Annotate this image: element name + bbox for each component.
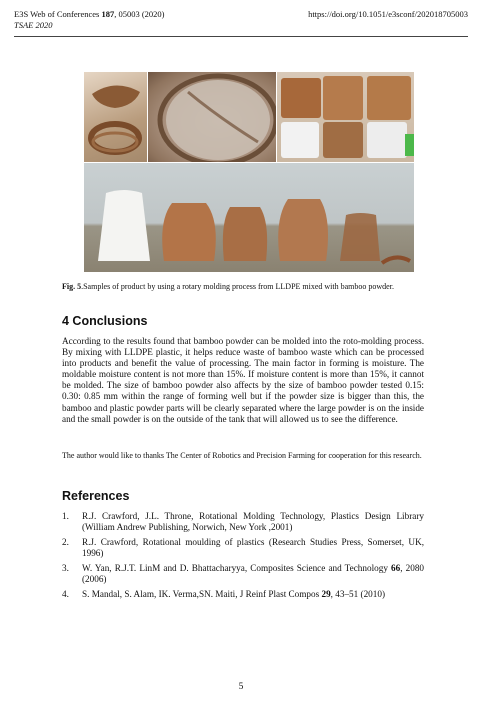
conference-citation: E3S Web of Conferences 187, 05003 (2020) bbox=[14, 9, 165, 19]
reference-item: 2. R.J. Crawford, Rotational moulding of plastics (Research Studies Press, Somerset, UK, 1996) bbox=[62, 537, 424, 558]
photo-sample-interior bbox=[148, 72, 276, 162]
conclusions-paragraph: According to the results found that bamboo powder can be molded into the roto-molding process. By mixing with LLDPE plastic, it helps reduce waste of bamboo waste which can be processed into products and benefit the value of processing. The main factor in forming is moisture. The moldable moisture content is not more than 15%. If moisture content is more than 15%, it cannot be molded. The size of bamboo powder also affects by the size of bamboo powder tested 0.15: 0.30: 0.85 mm within the range of forming well but if the powder size is bigger than this, the bamboo and plastic powder parts will be clearly separated where the large powder is on the inside and the small powder is on the outside of the tank that will allowed us to see the difference. bbox=[62, 336, 424, 424]
reference-item: 3. W. Yan, R.J.T. LinM and D. Bhattacharyya, Composites Science and Technology 66, 2080 (2006) bbox=[62, 563, 425, 584]
reference-item: 4. S. Mandal, S. Alam, IK. Verma,SN. Maiti, J Reinf Plast Compos 29, 43–51 (2010) bbox=[62, 589, 386, 599]
reference-list bbox=[62, 511, 424, 604]
photo-sample-cups bbox=[277, 72, 414, 162]
reference-item: 1. R.J. Crawford, J.L. Throne, Rotational Molding Technology, Plastics Design Library (William Andrew Publishing, Norwich, New York ,2001) bbox=[62, 511, 424, 532]
conference-subtitle: TSAE 2020 bbox=[14, 20, 53, 30]
figure-caption: Fig. 5.Samples of product by using a rotary molding process from LLDPE mixed with bamboo powder. bbox=[62, 282, 394, 291]
photo-product-lineup bbox=[84, 163, 414, 272]
figure-5 bbox=[84, 72, 414, 272]
section-heading-references: References bbox=[62, 489, 130, 503]
section-heading-conclusions: 4 Conclusions bbox=[62, 314, 148, 328]
doi-link[interactable]: https://doi.org/10.1051/e3sconf/202018705003 bbox=[308, 9, 468, 19]
page-header bbox=[14, 9, 468, 31]
acknowledgement-paragraph: The author would like to thanks The Center of Robotics and Precision Farming for cooperation for this research. bbox=[62, 451, 422, 460]
page-number: 5 bbox=[238, 682, 244, 692]
photo-broken-sample bbox=[84, 72, 147, 162]
header-divider bbox=[14, 36, 468, 37]
